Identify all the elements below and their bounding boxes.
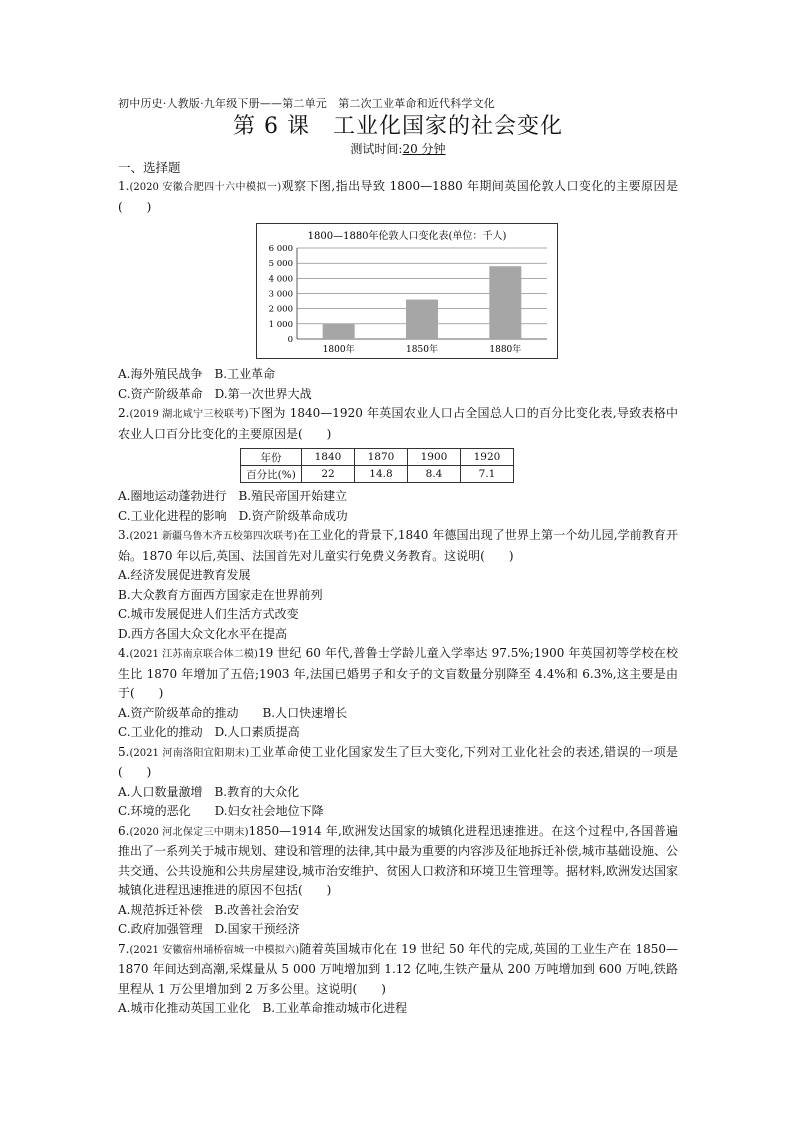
question-7	[118, 940, 678, 1000]
question-source: (2021 新疆乌鲁木齐五校第四次联考)	[129, 531, 298, 542]
question-number: 1.	[118, 179, 130, 193]
y-tick-label: 0	[287, 335, 293, 345]
table-cell: 8.4	[408, 466, 461, 483]
question-source: (2021 安徽宿州埇桥宿城一中模拟六)	[129, 944, 300, 956]
y-tick-label: 2 000	[268, 304, 293, 315]
question-source: (2020 河北保定三中期末)	[129, 826, 249, 838]
question-source: (2020 安徽合肥四十六中模拟一)	[129, 182, 282, 193]
test-time-value: 20 分钟	[402, 142, 446, 156]
option-line[interactable]: C.政府加强管理 D.国家干预经济	[118, 922, 300, 936]
option-line[interactable]: A.资产阶级革命的推动 B.人口快速增长	[118, 705, 348, 720]
question-number: 2.	[118, 406, 130, 420]
worksheet-page	[118, 96, 678, 1019]
x-tick-label: 1850年	[406, 345, 438, 355]
question-source: (2019 湖北咸宁三校联考)	[129, 409, 249, 420]
table-cell: 1870	[355, 449, 408, 466]
bar	[489, 266, 521, 339]
question-text: 1850—1914 年,欧洲发达国家的城镇化进程迅速推进。在这个过程中,各国普遍推出了一系列关于城市规划、建设和管理的法律,其中最为重要的内容涉及征地拆迁补偿,城市基础设施、公共交通、公共设施和公共房屋建设,城市治安维护、贫困人口救济和环境卫生管理等。据材料,欧洲发达国家城镇化进程迅速推进的原因不包括( )	[118, 823, 678, 897]
y-tick-label: 4 000	[268, 274, 293, 285]
test-time-label: 测试时间:	[350, 142, 403, 156]
table-row	[241, 449, 514, 466]
question-source: (2021 河南洛阳宜阳期末)	[129, 747, 250, 759]
question-text: 随着英国城市化在 19 世纪 50 年代的完成,英国的工业生产在 1850—1870 年间达到高潮,采煤量从 5 000 万吨增加到 1.12 亿吨,生铁产量从 200 万吨增加到 600 万吨,铁路里程从 1 万公里增加到 2 万多公里。这说明( )	[118, 941, 679, 996]
table-cell: 14.8	[355, 466, 408, 483]
table-cell: 7.1	[461, 466, 514, 483]
question-5	[118, 743, 678, 783]
option-line[interactable]: C.工业化的推动 D.人口素质提高	[118, 725, 300, 739]
x-tick-label: 1880年	[489, 345, 522, 355]
table-cell: 1920	[461, 449, 514, 466]
test-time	[118, 141, 678, 157]
question-text: 观察下图,指出导致 1800—1880 年期间英国伦敦人口变化的主要原因是( )	[118, 179, 679, 214]
option-line[interactable]: B.大众教育方面西方国家走在世界前列	[118, 587, 323, 602]
table-cell: 1900	[408, 449, 461, 466]
option-line[interactable]: A.经济发展促进教育发展	[118, 568, 251, 582]
table-cell: 百分比(%)	[241, 466, 302, 483]
question-text: 下图为 1840—1920 年英国农业人口占全国总人口的百分比变化表,导致表格中农业人口百分比变化的主要原因是( )	[118, 406, 678, 441]
option-line[interactable]: C.资产阶级革命 D.第一次世界大战	[118, 386, 312, 401]
chart-svg	[257, 224, 557, 358]
table-cell: 1840	[302, 449, 355, 466]
question-number: 6.	[118, 823, 130, 838]
lesson-title: 第 6 课 工业化国家的社会变化	[233, 114, 563, 139]
y-tick-label: 1 000	[268, 319, 293, 330]
question-source: (2021 江苏南京联合体二模)	[129, 649, 258, 660]
option-line[interactable]: D.西方各国大众文化水平在提高	[118, 626, 288, 641]
london-population-chart	[256, 223, 558, 359]
question-number: 4.	[118, 646, 130, 660]
question-3	[118, 526, 678, 566]
question-2	[118, 404, 678, 444]
farm-population-table	[240, 448, 514, 483]
y-tick-label: 3 000	[268, 289, 293, 300]
option-line[interactable]: C.环境的恶化 D.妇女社会地位下降	[118, 804, 324, 818]
option-line[interactable]: C.城市发展促进人们生活方式改变	[118, 607, 299, 621]
question-number: 3.	[118, 528, 130, 542]
question-4	[118, 644, 678, 704]
table-row	[241, 466, 514, 483]
option-line[interactable]: A.海外殖民战争 B.工业革命	[118, 367, 276, 381]
option-line[interactable]: A.规范拆迁补偿 B.改善社会治安	[118, 902, 300, 917]
bar	[323, 324, 355, 339]
question-1	[118, 177, 678, 217]
y-tick-label: 6 000	[268, 244, 293, 254]
option-line[interactable]: C.工业化进程的影响 D.资产阶级革命成功	[118, 508, 348, 523]
chart-title: 1800—1880年伦敦人口变化表(单位：千人)	[307, 231, 507, 242]
question-text: 在工业化的背景下,1840 年德国出现了世界上第一个幼儿园,学前教育开始。1870 年以后,英国、法国首先对儿童实行免费义务教育。这说明( )	[118, 528, 678, 563]
table-cell: 年份	[241, 449, 302, 466]
x-tick-label: 1800年	[322, 345, 355, 355]
question-text: 工业革命使工业化国家发生了巨大变化,下列对工业化社会的表述,错误的一项是( )	[118, 744, 678, 779]
table-cell: 22	[302, 466, 355, 483]
y-tick-label: 5 000	[268, 259, 293, 270]
question-number: 7.	[118, 941, 130, 956]
section-heading: 一、选择题	[118, 160, 181, 175]
option-line[interactable]: A.人口数量激增 B.教育的大众化	[118, 784, 300, 799]
option-line[interactable]: A.城市化推动英国工业化 B.工业革命推动城市化进程	[118, 1001, 408, 1015]
question-text: 19 世纪 60 年代,普鲁士学龄儿童入学率达 97.5%;1900 年英国初等学校在校生比 1870 年增加了五倍;1903 年,法国已婚男子和女子的文盲数量分别降至 4.4%和 6.3%,这主要是由于( )	[118, 646, 678, 700]
question-6	[118, 822, 678, 901]
question-number: 5.	[118, 744, 130, 759]
course-header: 初中历史·人教版·九年级下册——第二单元 第二次工业革命和近代科学文化	[118, 97, 495, 110]
bar	[406, 300, 438, 339]
option-line[interactable]: A.圈地运动蓬勃进行 B.殖民帝国开始建立	[118, 489, 348, 503]
